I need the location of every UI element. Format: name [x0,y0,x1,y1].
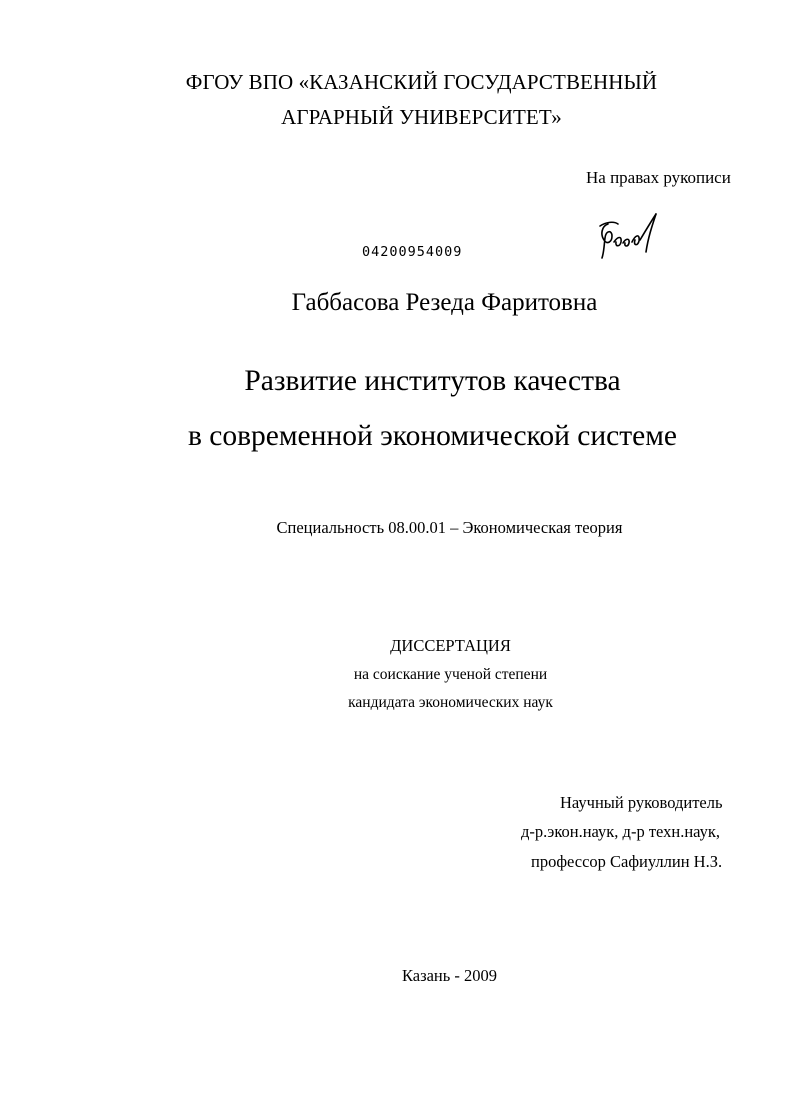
city-year: Казань - 2009 [401,966,498,985]
degree-purpose-line-1: на соискание ученой степени [353,666,548,683]
organization-line-1: ФГОУ ВПО «КАЗАНСКИЙ ГОСУДАРСТВЕННЫЙ [185,70,658,94]
organization-line-2: АГРАРНЫЙ УНИВЕРСИТЕТ» [281,105,562,129]
advisor-name: профессор Сафиуллин Н.З. [531,852,723,871]
advisor-degrees: д-р.экон.наук, д-р техн.наук, [521,822,721,841]
document-type: ДИССЕРТАЦИЯ [390,636,511,655]
advisor-role: Научный руководитель [560,793,723,812]
catalog-number: 04200954009 [362,244,463,260]
degree-purpose-line-2: кандидата экономических наук [348,694,553,711]
signature-icon [596,212,662,264]
author-name: Габбасова Резеда Фаритовна [291,289,598,316]
rights-note: На правах рукописи [586,168,731,187]
dissertation-title-line-1: Развитие институтов качества [244,365,621,397]
specialty: Специальность 08.00.01 – Экономическая теория [276,518,623,537]
dissertation-title-line-2: в современной экономической системе [187,420,678,452]
